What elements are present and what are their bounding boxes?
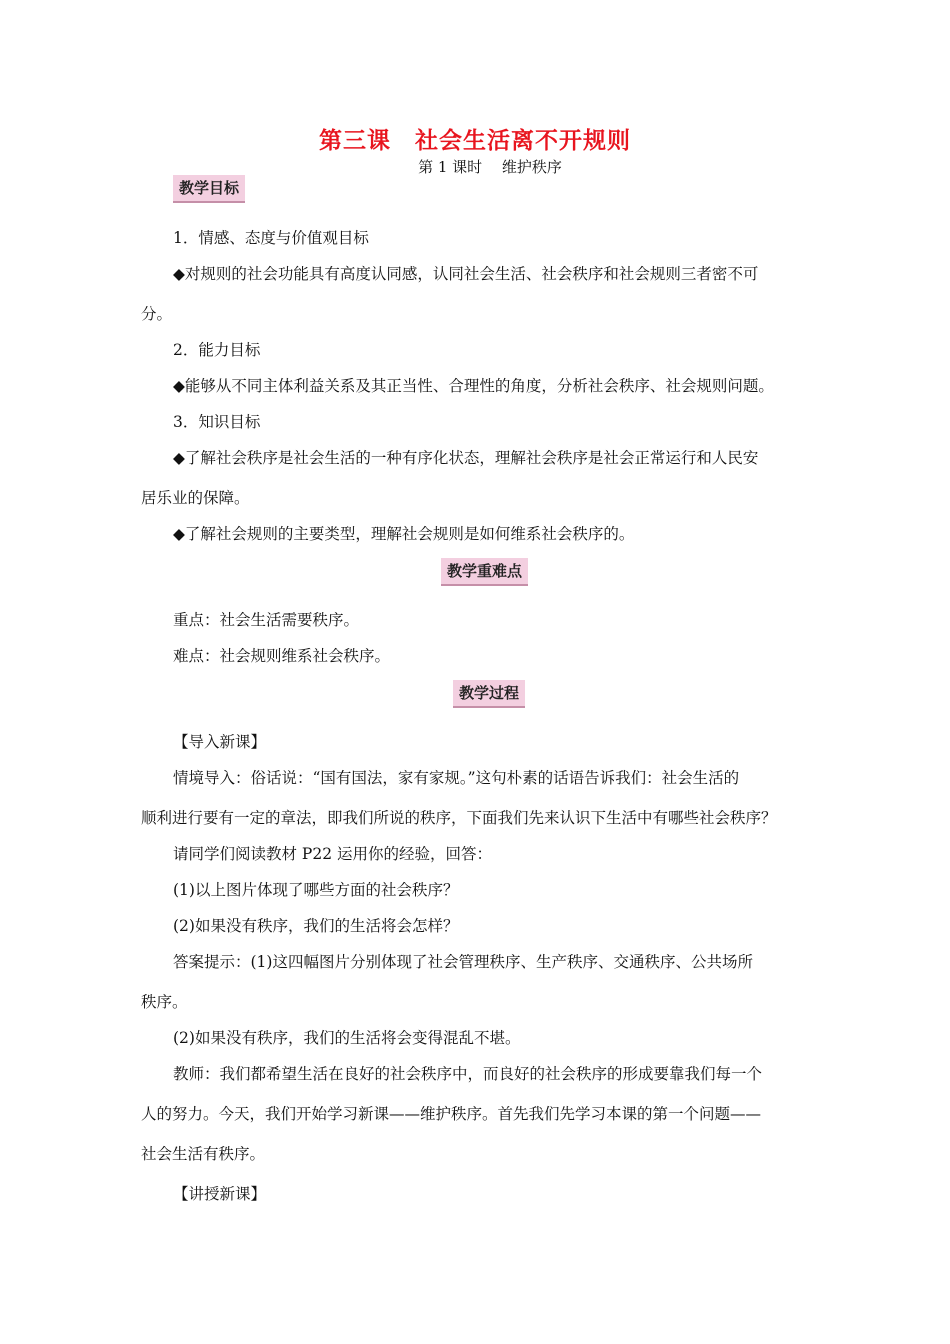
goal-heading-2: 2．能力目标 — [173, 341, 261, 359]
paragraph-line: 顺利进行要有一定的章法，即我们所说的秩序，下面我们先来认识下生活中有哪些社会秩序？ — [141, 809, 777, 827]
paragraph-line: 教师：我们都希望生活在良好的社会秩序中，而良好的社会秩序的形成要靠我们每一个 — [173, 1065, 763, 1083]
paragraph-line: 人的努力。今天，我们开始学习新课——维护秩序。首先我们先学习本课的第一个问题—— — [141, 1105, 762, 1123]
answer-line: 答案提示：(1)这四幅图片分别体现了社会管理秩序、生产秩序、交通秩序、公共场所 — [173, 953, 753, 971]
paragraph-line: 情境导入：俗话说：“国有国法，家有家规。”这句朴素的话语告诉我们：社会生活的 — [173, 769, 740, 787]
goal-item-cont: 分。 — [141, 305, 173, 323]
subsection-heading: 【讲授新课】 — [173, 1185, 267, 1203]
question-line: (2)如果没有秩序，我们的生活将会怎样？ — [173, 917, 459, 935]
goal-item: ◆能够从不同主体利益关系及其正当性、合理性的角度，分析社会秩序、社会规则问题。 — [173, 377, 774, 395]
answer-line: (2)如果没有秩序，我们的生活将会变得混乱不堪。 — [173, 1029, 521, 1047]
section-badge-key-points: 教学重难点 — [441, 558, 528, 586]
goal-item: ◆了解社会规则的主要类型，理解社会规则是如何维系社会秩序的。 — [173, 525, 635, 543]
key-point: 重点：社会生活需要秩序。 — [173, 611, 360, 629]
goal-item: ◆对规则的社会功能具有高度认同感，认同社会生活、社会秩序和社会规则三者密不可 — [173, 265, 759, 283]
difficult-point: 难点：社会规则维系社会秩序。 — [173, 647, 391, 665]
question-line: (1)以上图片体现了哪些方面的社会秩序？ — [173, 881, 459, 899]
lesson-title: 第三课 社会生活离不开规则 — [319, 128, 631, 154]
paragraph-line: 请同学们阅读教材 P22 运用你的经验，回答： — [173, 845, 493, 863]
goal-heading-3: 3．知识目标 — [173, 413, 261, 431]
section-badge-goals: 教学目标 — [173, 175, 245, 203]
goal-item: ◆了解社会秩序是社会生活的一种有序化状态，理解社会秩序是社会正常运行和人民安 — [173, 449, 759, 467]
subsection-heading: 【导入新课】 — [173, 733, 267, 751]
answer-line: 秩序。 — [141, 993, 188, 1011]
section-badge-process: 教学过程 — [453, 680, 525, 708]
paragraph-line: 社会生活有秩序。 — [141, 1145, 266, 1163]
goal-heading-1: 1．情感、态度与价值观目标 — [173, 229, 369, 247]
goal-item-cont: 居乐业的保障。 — [141, 489, 250, 507]
lesson-subtitle: 第 1 课时 维护秩序 — [418, 158, 562, 176]
